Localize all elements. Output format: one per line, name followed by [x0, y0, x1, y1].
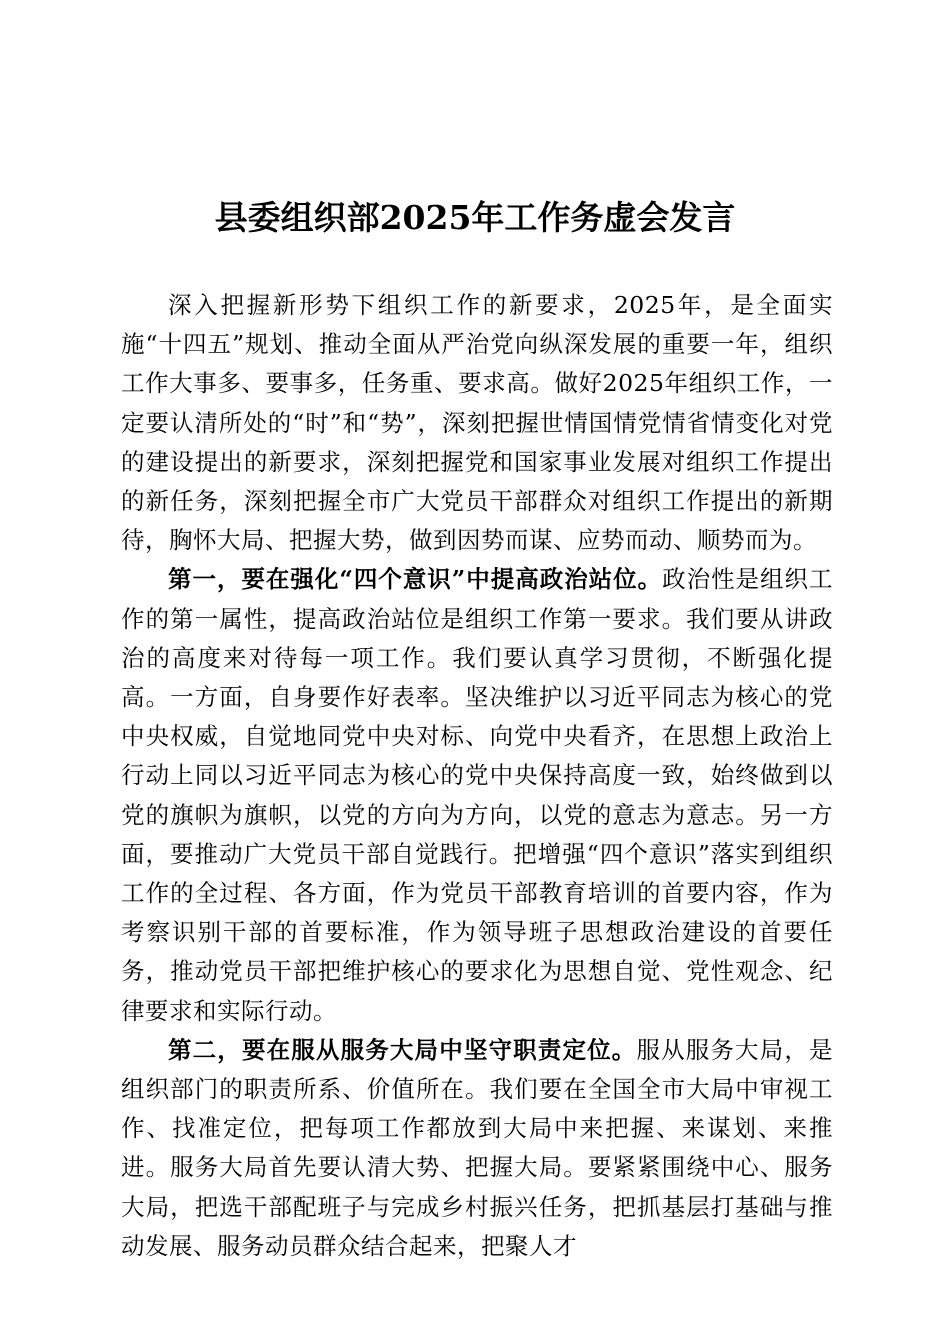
- paragraph-text: 深入把握新形势下组织工作的新要求，2025年，是全面实施“十四五”规划、推动全面从严治党向纵深发展的重要一年，组织工作大事多、要事多，任务重、要求高。做好2025年组织工作，一定要认清所处的“时”和“势”，深刻把握世情国情党情省情变化对党的建设提出的新要求，深刻把握党和国家事业发展对组织工作提出的新任务，深刻把握全市广大党员干部群众对组织工作提出的新期待，胸怀大局、把握大势，做到因势而谋、应势而动、顺势而为。: [121, 291, 833, 555]
- paragraph-intro: [121, 286, 833, 560]
- document-title: 县委组织部2025年工作务虚会发言: [214, 198, 736, 237]
- paragraph-text: 政治性是组织工作的第一属性，提高政治站位是组织工作第一要求。我们要从讲政治的高度来对待每一项工作。我们要认真学习贯彻，不断强化提高。一方面，自身要作好表率。坚决维护以习近平同志为核心的党中央权威，自觉地同党中央对标、向党中央看齐，在思想上政治上行动上同以习近平同志为核心的党中央保持高度一致，始终做到以党的旗帜为旗帜，以党的方向为方向，以党的意志为意志。另一方面，要推动广大党员干部自觉践行。把增强“四个意识”落实到组织工作的全过程、各方面，作为党员干部教育培训的首要内容，作为考察识别干部的首要标准，作为领导班子思想政治建设的首要任务，推动党员干部把维护核心的要求化为思想自觉、党性观念、纪律要求和实际行动。: [121, 565, 833, 1025]
- paragraph-second-point: [121, 1031, 833, 1266]
- paragraph-first-point: [121, 560, 833, 1030]
- paragraph-lead: 第一，要在强化“四个意识”中提高政治站位。: [168, 565, 663, 594]
- document-body: [121, 286, 833, 1266]
- paragraph-text: 服从服务大局，是组织部门的职责所系、价值所在。我们要在全国全市大局中审视工作、找准定位，把每项工作都放到大局中来把握、来谋划、来推进。服务大局首先要认清大势、把握大局。要紧紧围绕中心、服务大局，把选干部配班子与完成乡村振兴任务，把抓基层打基础与推动发展、服务动员群众结合起来，把聚人才: [121, 1035, 834, 1260]
- paragraph-lead: 第二，要在服从服务大局中坚守职责定位。: [168, 1035, 637, 1064]
